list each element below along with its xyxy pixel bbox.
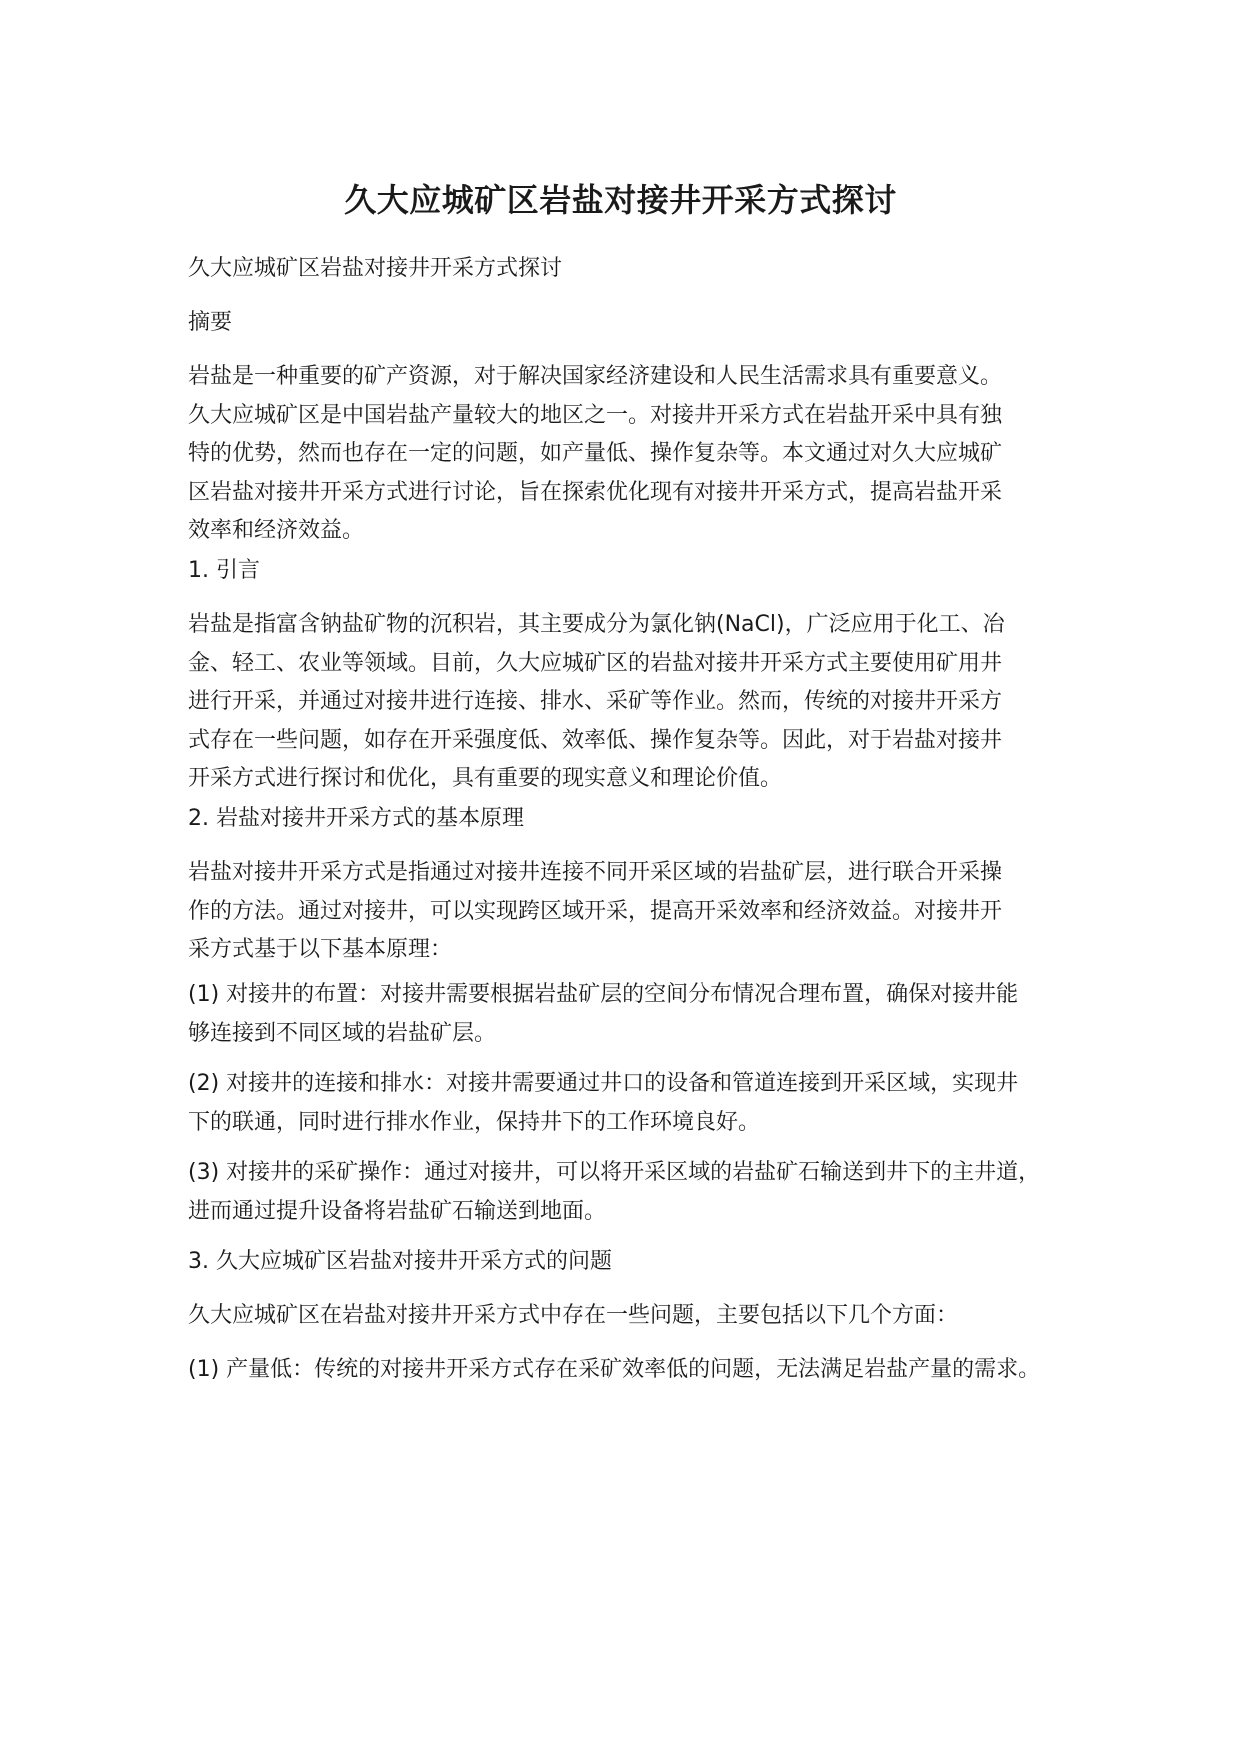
paragraph-line: 式存在一些问题，如存在开采强度低、效率低、操作复杂等。因此，对于岩盐对接井 [188, 727, 1003, 753]
paragraph-line: 金、轻工、农业等领域。目前，久大应城矿区的岩盐对接井开采方式主要使用矿用井 [188, 650, 1003, 676]
paragraph-line: (1) 对接井的布置：对接井需要根据岩盐矿层的空间分布情况合理布置，确保对接井能 [188, 982, 1019, 1007]
paragraph-line: 进而通过提升设备将岩盐矿石输送到地面。 [188, 1198, 607, 1224]
paragraph-line: 久大应城矿区是中国岩盐产量较大的地区之一。对接井开采方式在岩盐开采中具有独 [188, 402, 1003, 428]
paragraph-line: (2) 对接井的连接和排水：对接井需要通过井口的设备和管道连接到开采区域，实现井 [188, 1071, 1019, 1096]
document-title: 久大应城矿区岩盐对接井开采方式探讨 [344, 181, 897, 219]
section-heading-problems [188, 1243, 1068, 1282]
paragraph-line: 久大应城矿区在岩盐对接井开采方式中存在一些问题，主要包括以下几个方面： [188, 1303, 959, 1328]
paragraph-line: 特的优势，然而也存在一定的问题，如产量低、操作复杂等。本文通过对久大应城矿 [188, 441, 1003, 466]
subtitle-text: 久大应城矿区岩盐对接井开采方式探讨 [188, 256, 563, 281]
problems-paragraph [188, 1297, 1068, 1336]
paragraph-line: (1) 产量低：传统的对接井开采方式存在采矿效率低的问题，无法满足岩盐产量的需求。 [188, 1357, 1041, 1382]
paragraph-line: 采方式基于以下基本原理： [188, 937, 453, 962]
paragraph-line: 够连接到不同区域的岩盐矿层。 [188, 1020, 497, 1046]
paragraph-line: 开采方式进行探讨和优化，具有重要的现实意义和理论价值。 [188, 766, 783, 791]
paragraph-line: (3) 对接井的采矿操作：通过对接井，可以将开采区域的岩盐矿石输送到井下的主井道， [188, 1160, 1041, 1185]
paragraph-line: 下的联通，同时进行排水作业，保持井下的工作环境良好。 [188, 1109, 761, 1135]
section-heading-text: 1. 引言 [188, 558, 260, 583]
paragraph-line: 岩盐是指富含钠盐矿物的沉积岩，其主要成分为氯化钠(NaCl)，广泛应用于化工、冶 [188, 612, 1005, 637]
abstract-paragraph [188, 358, 1068, 551]
paragraph-line: 进行开采，并通过对接井进行连接、排水、采矿等作业。然而，传统的对接井开采方 [188, 689, 1003, 714]
section-heading-text: 2. 岩盐对接井开采方式的基本原理 [188, 806, 524, 831]
principle-item-3 [188, 1154, 1068, 1231]
section-heading-text: 3. 久大应城矿区岩盐对接井开采方式的问题 [188, 1249, 612, 1274]
principle-item-2 [188, 1065, 1068, 1142]
paragraph-line: 岩盐是一种重要的矿产资源，对于解决国家经济建设和人民生活需求具有重要意义。 [188, 364, 1003, 389]
abstract-heading [188, 304, 1068, 343]
introduction-paragraph [188, 606, 1068, 799]
problem-item-1 [188, 1351, 1068, 1390]
abstract-heading-text: 摘要 [188, 310, 233, 335]
paragraph-line: 效率和经济效益。 [188, 518, 365, 543]
section-heading-introduction [188, 552, 1068, 591]
principle-item-1 [188, 976, 1068, 1053]
paragraph-line: 岩盐对接井开采方式是指通过对接井连接不同开采区域的岩盐矿层，进行联合开采操 [188, 860, 1003, 885]
subtitle [188, 250, 1068, 289]
principles-paragraph [188, 854, 1068, 970]
paragraph-line: 作的方法。通过对接井，可以实现跨区域开采，提高开采效率和经济效益。对接井开 [188, 898, 1003, 924]
section-heading-principles [188, 800, 1068, 839]
paragraph-line: 区岩盐对接井开采方式进行讨论，旨在探索优化现有对接井开采方式，提高岩盐开采 [188, 479, 1003, 505]
